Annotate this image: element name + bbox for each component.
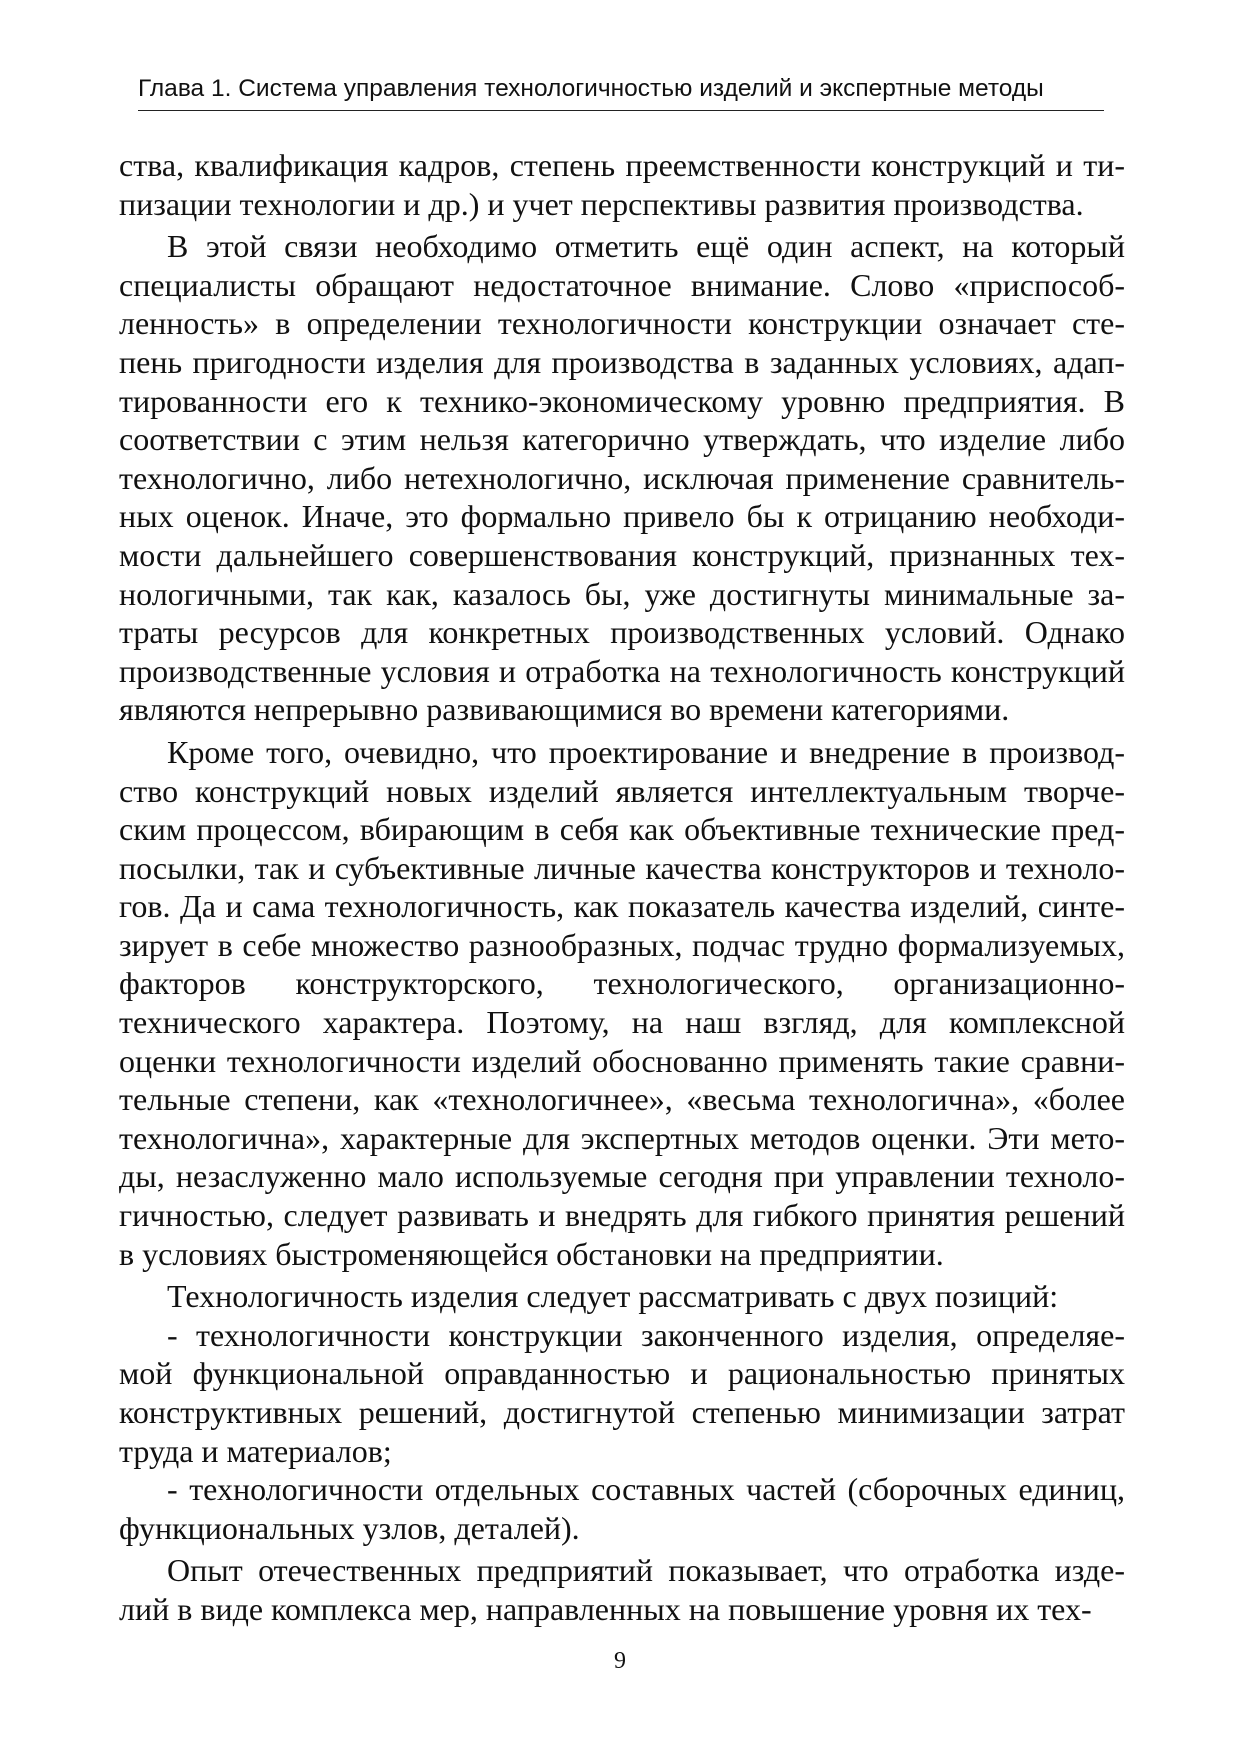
text-line: нологичными, так как, казалось бы, уже достигнуты минимальные за- [119,575,1125,612]
text-line: мости дальнейшего совершенствования конструкций, признанных тех- [119,536,1125,573]
text-line: тельные степени, как «технологичнее», «весьма технологична», «более [119,1081,1125,1118]
text-line: траты ресурсов для конкретных производственных условий. Однако [119,614,1125,651]
paragraph [119,1551,1125,1628]
text-line: Опыт отечественных предприятий показывает, что отработка изде- [167,1552,1125,1589]
text-line: Технологичность изделия следует рассматривать с двух позиций: [167,1278,1059,1315]
text-line: специалисты обращают недостаточное внимание. Слово «приспособ- [119,266,1125,303]
text-line: лий в виде комплекса мер, направленных на повышение уровня их тех- [119,1590,1092,1627]
text-line: соответствии с этим нельзя категорично утверждать, что изделие либо [119,421,1125,458]
text-line: ных оценок. Иначе, это формально привело бы к отрицанию необходи- [119,498,1125,535]
text-line: В этой связи необходимо отметить ещё один аспект, на который [167,228,1125,265]
paragraph [119,1316,1125,1470]
text-line: Кроме того, очевидно, что проектирование и внедрение в производ- [167,733,1125,770]
paragraph [119,733,1125,1273]
paragraph [119,1277,1125,1316]
text-line: зирует в себе множество разнообразных, подчас трудно формализуемых, [119,926,1125,963]
text-line: мой функциональной оправданностью и рациональностью принятых [119,1355,1125,1392]
text-line: оценки технологичности изделий обоснованно применять такие сравни- [119,1042,1125,1079]
text-line: ство конструкций новых изделий является интеллектуальным творче- [119,772,1125,809]
text-line: гов. Да и сама технологичность, как показатель качества изделий, синте- [119,888,1125,925]
paragraph [119,146,1125,223]
text-line: технического характера. Поэтому, на наш взгляд, для комплексной [119,1004,1125,1041]
text-line: пень пригодности изделия для производства в заданных условиях, адап- [119,343,1125,380]
text-line: ды, незаслуженно мало используемые сегодня при управлении техноло- [119,1158,1125,1195]
paragraph [119,227,1125,729]
text-line: ства, квалификация кадров, степень преемственности конструкций и ти- [119,147,1125,183]
header-rule [138,110,1104,111]
text-line: функциональных узлов, деталей). [119,1509,580,1546]
text-line: гичностью, следует развивать и внедрять для гибкого принятия решений [119,1197,1125,1234]
body-text [119,146,1125,1629]
text-line: производственные условия и отработка на технологичность конструкций [119,652,1125,689]
text-line: - технологичности конструкции законченного изделия, определяе- [167,1316,1125,1353]
text-line: факторов конструкторского, технологического, организационно- [119,965,1125,1002]
paragraph [119,1470,1125,1547]
text-line: являются непрерывно развивающимися во времени категориями. [119,691,1010,728]
text-line: - технологичности отдельных составных частей (сборочных единиц, [167,1471,1125,1508]
running-header: Глава 1. Система управления технологичностью изделий и экспертные методы [138,75,1044,102]
page-number: 9 [614,1648,626,1674]
text-line: ленность» в определении технологичности конструкции означает сте- [119,305,1125,342]
text-line: технологично, либо нетехнологично, исключая применение сравнитель- [119,459,1125,496]
text-line: тированности его к технико-экономическому уровню предприятия. В [119,382,1125,419]
text-line: труда и материалов; [119,1432,392,1469]
text-line: ским процессом, вбирающим в себя как объективные технические пред- [119,811,1125,848]
text-line: посылки, так и субъективные личные качества конструкторов и техноло- [119,849,1125,886]
text-line: пизации технологии и др.) и учет перспективы развития производства. [119,185,1084,222]
text-line: технологична», характерные для экспертных методов оценки. Эти мето- [119,1119,1125,1156]
text-line: конструктивных решений, достигнутой степенью минимизации затрат [119,1394,1125,1430]
text-line: в условиях быстроменяющейся обстановки на предприятии. [119,1235,944,1272]
